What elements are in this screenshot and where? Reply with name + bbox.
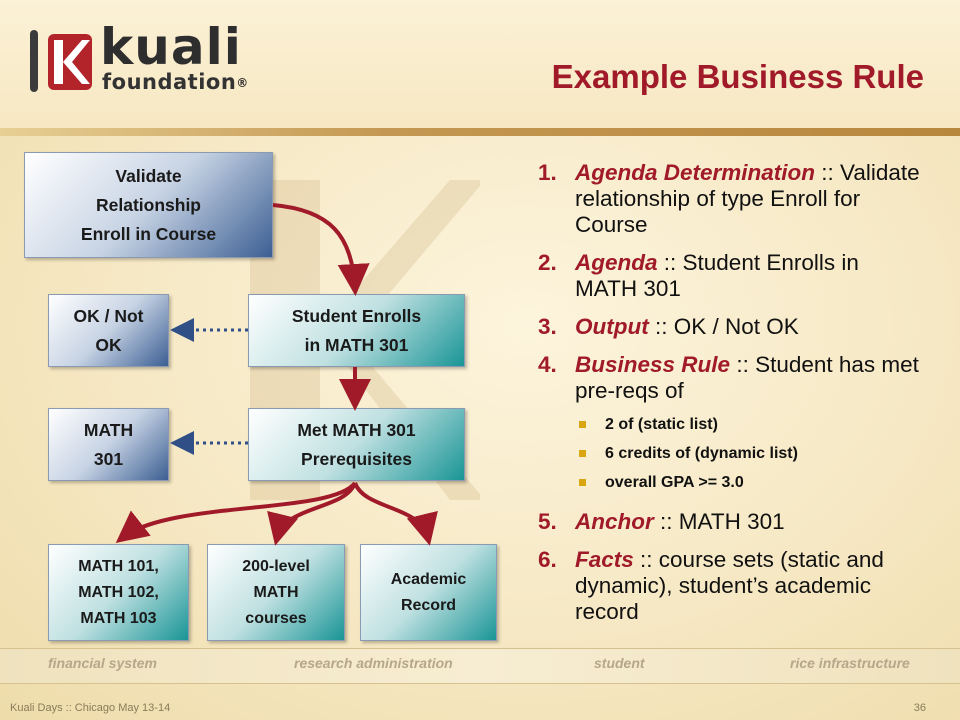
math-301-box: MATH 301 — [48, 408, 169, 481]
rule-term: Output — [575, 314, 649, 339]
rule-text: :: Validate relationship of type Enroll for Course — [575, 160, 920, 237]
200-level-courses-box: 200-level MATH courses — [207, 544, 345, 641]
rule-term: Facts — [575, 547, 634, 572]
kuali-k-icon — [48, 34, 92, 90]
rule-item-1: 1. Agenda Determination :: Validate relationship of type Enroll for Course — [538, 160, 920, 237]
rule-text: :: course sets (static and dynamic), student’s academic record — [575, 547, 884, 624]
rule-term: Business Rule — [575, 352, 731, 377]
rule-item-4: 4. Business Rule :: Student has met pre-reqs of 2 of (static list) 6 credits of (dynamic list) overall GPA >= 3.0 — [538, 352, 923, 497]
ok-not-ok-box: OK / Not OK — [48, 294, 169, 367]
academic-record-box: Academic Record — [360, 544, 497, 641]
student-enrolls-box: Student Enrolls in MATH 301 — [248, 294, 465, 367]
rule-term: Agenda Determination — [575, 160, 816, 185]
rule-text: :: Student Enrolls in MATH 301 — [575, 250, 859, 301]
rule-item-2: 2. Agenda :: Student Enrolls in MATH 301 — [538, 250, 859, 301]
rule-item-5: 5. Anchor :: MATH 301 — [538, 509, 785, 534]
logo-wordmark: kuali — [100, 18, 242, 76]
bullet-square-icon — [579, 421, 586, 428]
title-divider — [0, 128, 960, 136]
band-label-financial: financial system — [48, 655, 157, 671]
rule-text: :: Student has met pre-reqs of — [575, 352, 919, 403]
rule-text: :: OK / Not OK — [648, 314, 799, 339]
kuali-logo — [30, 18, 270, 98]
band-label-rice: rice infrastructure — [790, 655, 910, 671]
logo-subtitle: foundation® — [102, 70, 249, 94]
prereq-item: 2 of (static list) — [575, 410, 923, 439]
band-label-student: student — [594, 655, 645, 671]
logo-bracket — [30, 30, 38, 92]
rule-item-6: 6. Facts :: course sets (static and dynamic), student’s academic record — [538, 547, 884, 624]
prereq-item: 6 credits of (dynamic list) — [575, 439, 923, 468]
footer-event: Kuali Days :: Chicago May 13-14 — [10, 702, 171, 714]
band-label-research: research administration — [294, 655, 453, 671]
prereq-sublist — [575, 410, 923, 497]
business-rule-list — [538, 160, 923, 637]
rule-term: Agenda — [575, 250, 658, 275]
page-title: Example Business Rule — [551, 58, 924, 95]
bullet-square-icon — [579, 450, 586, 457]
prereq-item: overall GPA >= 3.0 — [575, 468, 923, 497]
met-prerequisites-box: Met MATH 301 Prerequisites — [248, 408, 465, 481]
rule-term: Anchor — [575, 509, 654, 534]
bullet-square-icon — [579, 479, 586, 486]
page-number: 36 — [913, 702, 926, 714]
registered-mark: ® — [236, 76, 249, 90]
validate-relationship-box: Validate Relationship Enroll in Course — [24, 152, 273, 258]
rule-item-3: 3. Output :: OK / Not OK — [538, 314, 799, 339]
rule-text: :: MATH 301 — [653, 509, 785, 534]
math-101-102-103-box: MATH 101, MATH 102, MATH 103 — [48, 544, 189, 641]
